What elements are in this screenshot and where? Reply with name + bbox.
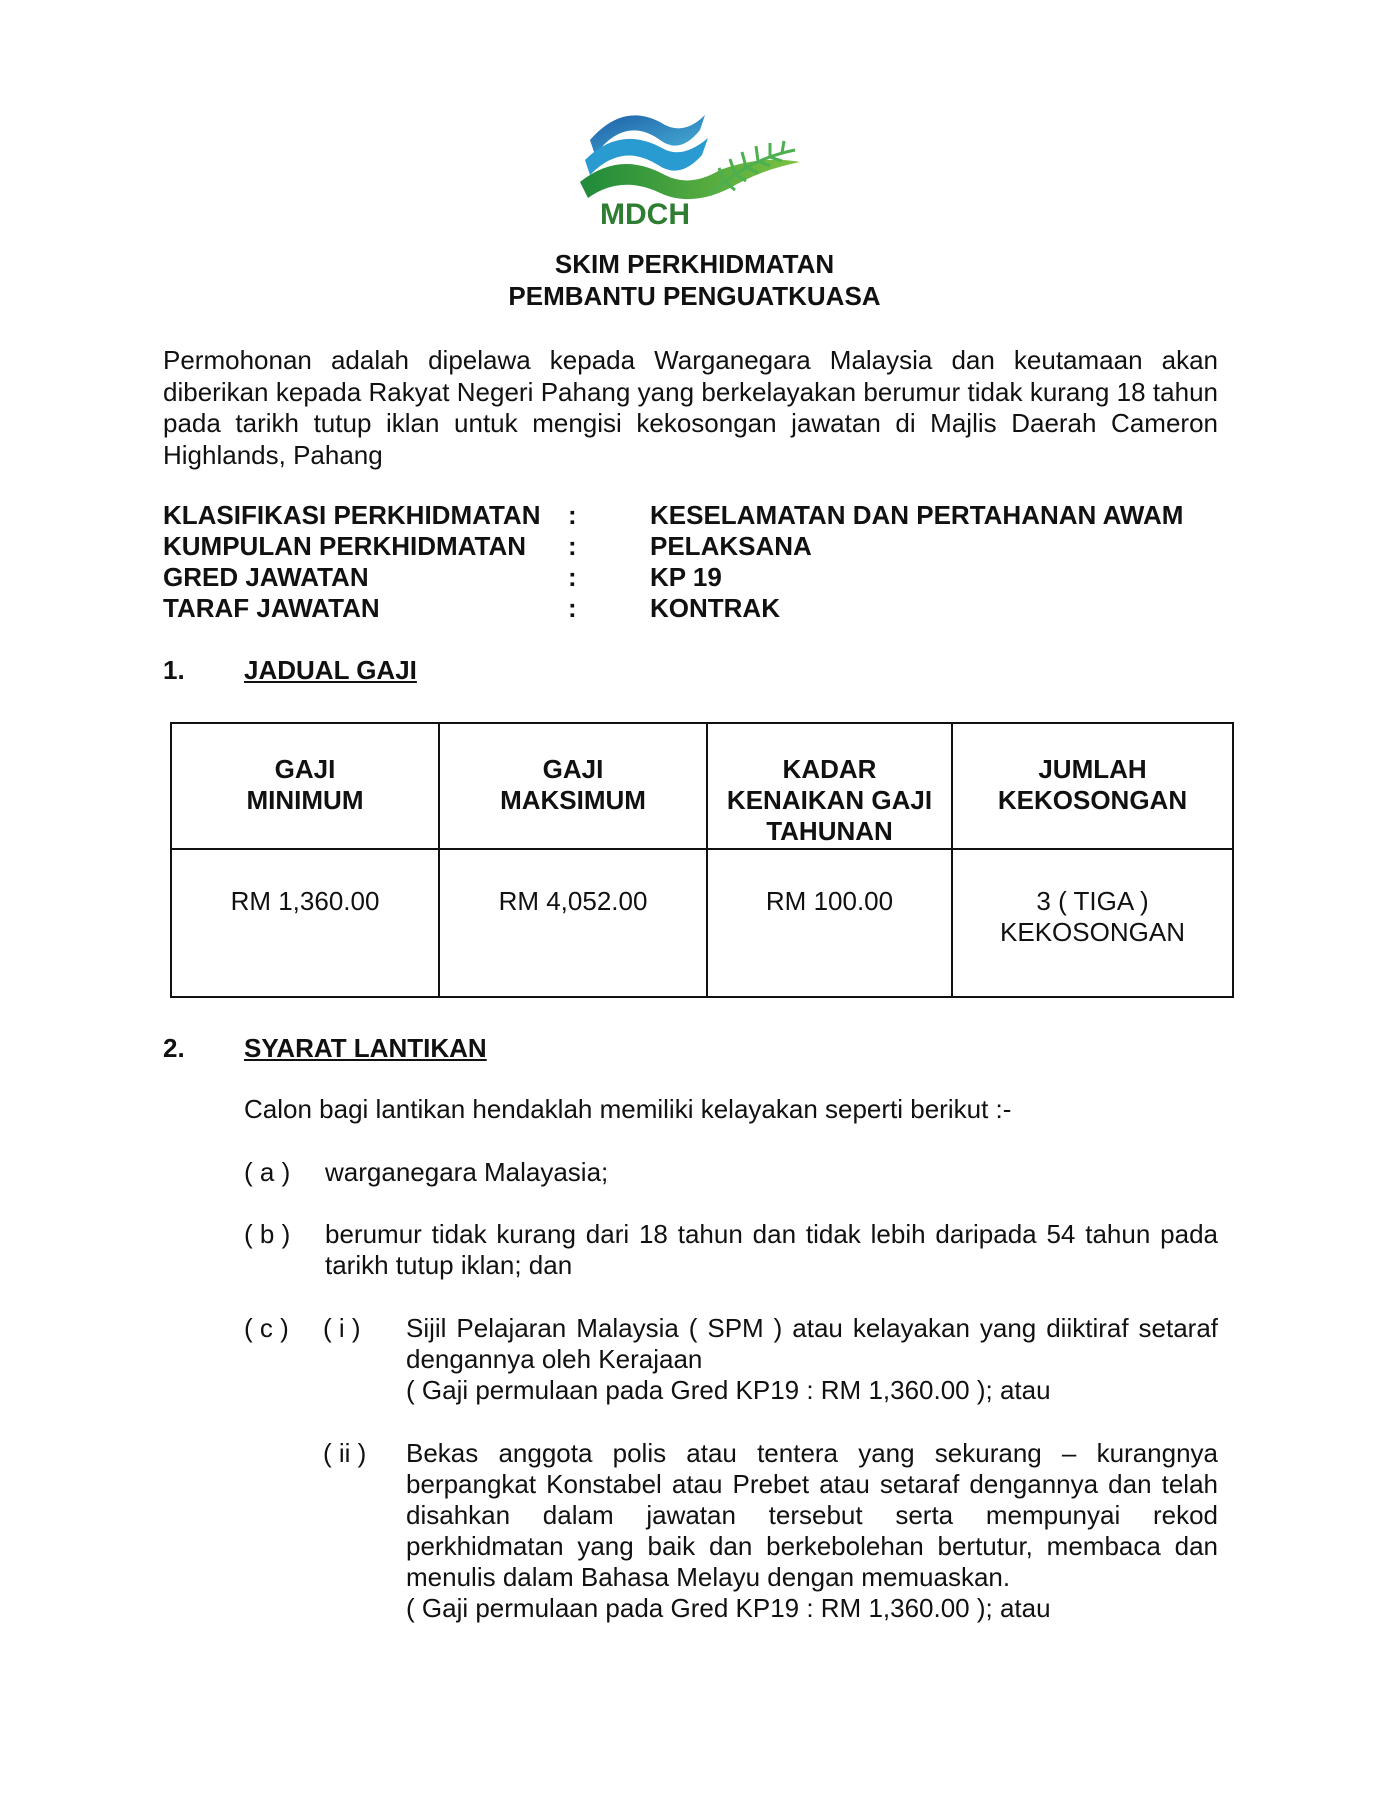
header-gaji-maksimum: GAJI MAKSIMUM xyxy=(439,723,707,849)
item-a-label: ( a ) xyxy=(244,1157,291,1187)
info-value: PELAKSANA xyxy=(650,531,812,561)
item-c-ii-text: Bekas anggota polis atau tentera yang sekurang – kurangnya berpangkat Konstabel atau Prebet atau setaraf dengannya dan telah disahkan dalam jawatan tersebut serta mempunyai rekod perkhidmatan yang baik dan berkebolehan bertutur, membaca dan menulis dalam Bahasa Melayu dengan memuaskan. xyxy=(406,1438,1218,1592)
info-value: KESELAMATAN DAN PERTAHANAN AWAM xyxy=(650,500,1184,530)
section-syarat-lantikan xyxy=(0,1032,1389,1064)
page-subtitle: PEMBANTU PENGUATKUASA xyxy=(508,281,881,311)
header-jumlah-kekosongan: JUMLAH KEKOSONGAN xyxy=(952,723,1233,849)
info-sep: : xyxy=(568,500,577,530)
intro-paragraph: Permohonan adalah dipelawa kepada Warganegara Malaysia dan keutamaan akan diberikan kepada Rakyat Negeri Pahang yang berkelayakan berumur tidak kurang 18 tahun pada tarikh tutup iklan untuk mengisi kekosongan jawatan di Majlis Daerah Cameron Highlands, Pahang xyxy=(163,345,1218,470)
info-key: TARAF JAWATAN xyxy=(163,593,380,623)
page-title: SKIM PERKHIDMATAN xyxy=(554,249,835,279)
section-number: 1. xyxy=(163,655,185,685)
info-sep: : xyxy=(568,562,577,592)
item-b-label: ( b ) xyxy=(244,1219,291,1249)
info-sep: : xyxy=(568,531,577,561)
section-jadual-gaji xyxy=(0,654,1389,686)
item-c-i-label: ( i ) xyxy=(323,1313,361,1343)
item-a-text: warganegara Malayasia; xyxy=(325,1157,609,1187)
info-sep: : xyxy=(568,593,577,623)
info-value: KONTRAK xyxy=(650,593,780,623)
header-gaji-minimum: GAJI MINIMUM xyxy=(171,723,439,849)
cell-gaji-minimum: RM 1,360.00 xyxy=(171,849,439,997)
info-key: GRED JAWATAN xyxy=(163,562,369,592)
section-number: 2. xyxy=(163,1033,185,1063)
cell-kadar-kenaikan: RM 100.00 xyxy=(707,849,952,997)
salary-table xyxy=(170,722,1234,998)
section-title: JADUAL GAJI xyxy=(244,655,417,685)
item-c-ii-label: ( ii ) xyxy=(323,1438,367,1468)
info-key: KLASIFIKASI PERKHIDMATAN xyxy=(163,500,541,530)
header-kadar-kenaikan: KADAR KENAIKAN GAJI TAHUNAN xyxy=(707,723,952,849)
item-c-i-text: Sijil Pelajaran Malaysia ( SPM ) atau kelayakan yang diiktiraf setaraf dengannya oleh Kerajaan xyxy=(406,1313,1218,1374)
salary-table-header xyxy=(171,723,1233,849)
item-c-i-gaji: ( Gaji permulaan pada Gred KP19 : RM 1,360.00 ); atau xyxy=(406,1375,1051,1405)
syarat-lead: Calon bagi lantikan hendaklah memiliki kelayakan seperti berikut :- xyxy=(244,1094,1012,1124)
item-b-text: berumur tidak kurang dari 18 tahun dan tidak lebih daripada 54 tahun pada tarikh tutup iklan; dan xyxy=(325,1219,1218,1280)
info-value: KP 19 xyxy=(650,562,722,592)
table-row xyxy=(171,849,1233,997)
item-c-label: ( c ) xyxy=(244,1313,289,1343)
info-key: KUMPULAN PERKHIDMATAN xyxy=(163,531,527,561)
cell-jumlah-kekosongan: 3 ( TIGA ) KEKOSONGAN xyxy=(952,849,1233,997)
item-c-ii-gaji: ( Gaji permulaan pada Gred KP19 : RM 1,360.00 ); atau xyxy=(406,1593,1051,1623)
mdch-logo-graphic xyxy=(570,100,810,230)
cell-gaji-maksimum: RM 4,052.00 xyxy=(439,849,707,997)
section-title: SYARAT LANTIKAN xyxy=(244,1033,487,1063)
svg-text:MDCH: MDCH xyxy=(600,198,690,230)
mdch-logo xyxy=(570,100,810,230)
